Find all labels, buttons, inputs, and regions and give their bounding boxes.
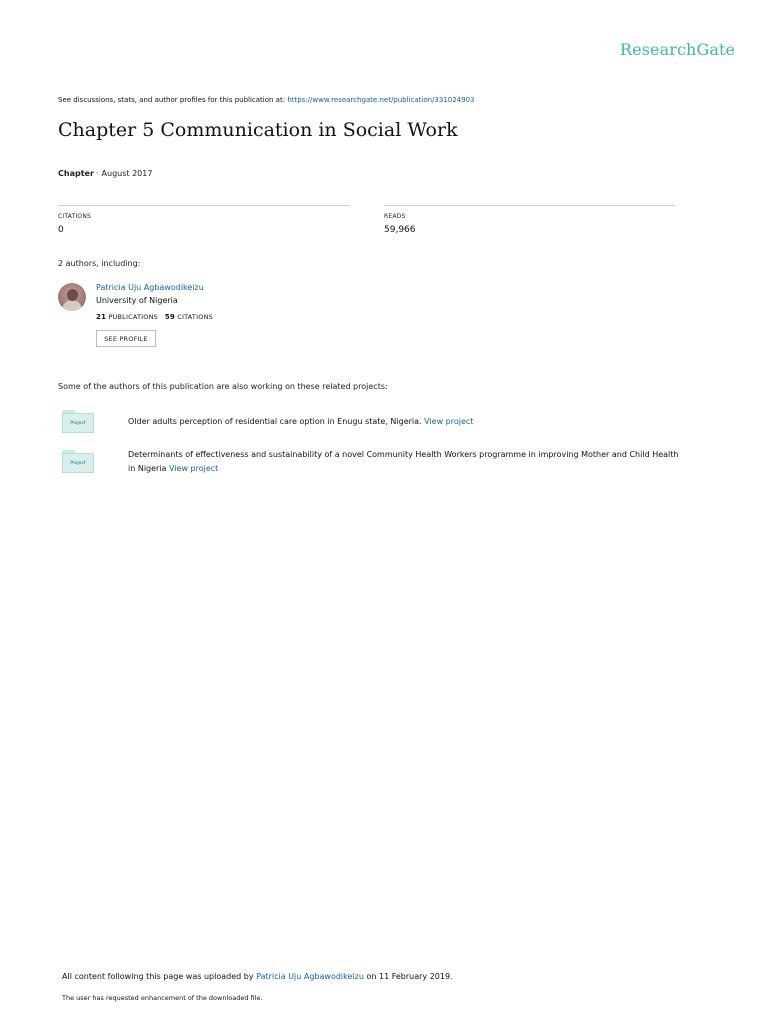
discussion-line: [58, 96, 475, 104]
publication-type: Chapter: [58, 169, 94, 178]
author-publications-label: PUBLICATIONS: [108, 313, 158, 321]
page-title: Chapter 5 Communication in Social Work: [58, 119, 458, 141]
project-item: [128, 415, 688, 429]
upload-prefix: All content following this page was uploaded by: [62, 972, 257, 981]
reads-value: 59,966: [384, 225, 416, 235]
project-title: Determinants of effectiveness and sustainability of a novel Community Health Workers programme in improving Mother and Child Health in Nigeria: [128, 450, 679, 473]
publication-url-link[interactable]: https://www.researchgate.net/publication/331024903: [287, 96, 475, 104]
authors-heading: 2 authors, including:: [58, 259, 141, 268]
upload-suffix: on 11 February 2019.: [363, 972, 453, 981]
discussion-prefix: See discussions, stats, and author profiles for this publication at:: [58, 96, 288, 104]
author-publications-count: 21: [96, 313, 107, 321]
author-stats: [96, 313, 213, 321]
citations-label: CITATIONS: [58, 213, 92, 220]
author-name-link[interactable]: Patricia Uju Agbawodikeizu: [96, 283, 204, 292]
author-citations-label: CITATIONS: [177, 313, 213, 321]
citations-value: 0: [58, 225, 64, 235]
publication-date: August 2017: [101, 169, 153, 178]
uploader-link[interactable]: Patricia Uju Agbawodikeizu: [256, 972, 364, 981]
author-institution: University of Nigeria: [96, 296, 178, 305]
project-item: [128, 448, 688, 476]
avatar-head: [67, 289, 78, 301]
upload-note: [62, 972, 453, 981]
meta-separator: ·: [93, 169, 102, 178]
publication-meta: [58, 169, 152, 178]
folder-body: [62, 413, 94, 433]
project-badge-label: Project: [70, 420, 86, 426]
folder-body: [62, 453, 94, 473]
avatar-shoulders: [62, 300, 82, 311]
view-project-link[interactable]: View project: [424, 417, 474, 426]
reads-divider: [384, 205, 676, 206]
projects-heading: Some of the authors of this publication are also working on these related projects:: [58, 382, 388, 391]
project-folder-icon[interactable]: [62, 450, 94, 474]
reads-label: READS: [384, 213, 406, 220]
view-project-link[interactable]: View project: [169, 464, 219, 473]
see-profile-button[interactable]: SEE PROFILE: [96, 330, 156, 347]
author-citations-count: 59: [164, 313, 175, 321]
enhancement-note: The user has requested enhancement of the downloaded file.: [62, 994, 263, 1002]
project-folder-icon[interactable]: [62, 410, 94, 434]
avatar[interactable]: [58, 283, 86, 311]
citations-divider: [58, 205, 350, 206]
researchgate-logo[interactable]: ResearchGate: [620, 40, 736, 59]
project-title: Older adults perception of residential care option in Enugu state, Nigeria.: [128, 417, 425, 426]
project-badge-label: Project: [70, 460, 86, 466]
